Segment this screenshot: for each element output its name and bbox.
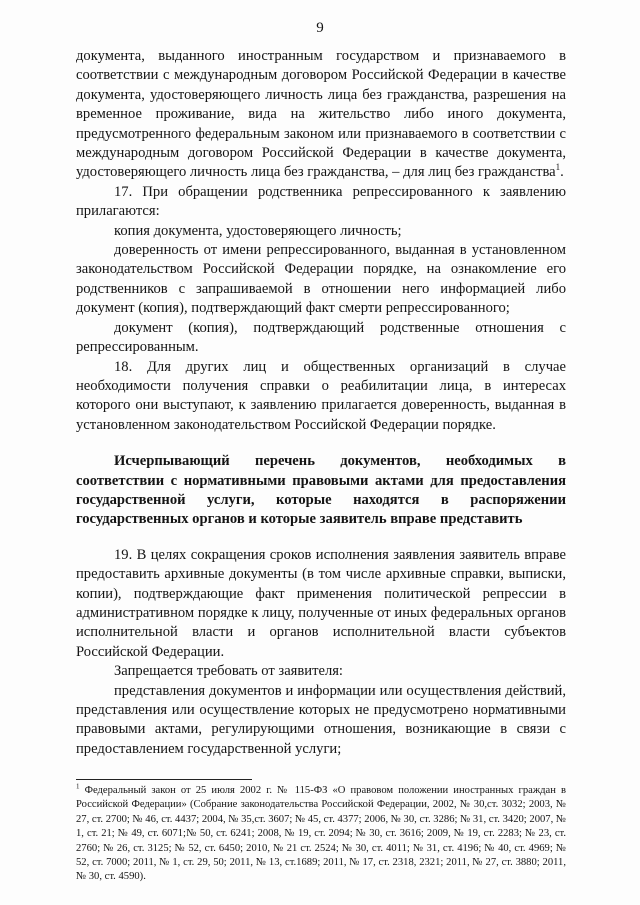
paragraph: представления документов и информации или осуществления действий, представления или осуществление которых не предусмотрено нормативными правовыми актами, регулирующими отношения, возникающие в связи с предоставлением государственной услуги;: [76, 682, 566, 757]
footnote-divider: [76, 779, 252, 780]
paragraph: документ (копия), подтверждающий родственные отношения с репрессированным.: [76, 319, 566, 356]
document-body: [76, 47, 566, 759]
footnote-marker: 1: [76, 782, 80, 791]
paragraph: доверенность от имени репрессированного, выданная в установленном законодательством Российской Федерации порядке, на ознакомление его родственников с запрашиваемой в отношении него информацией либо документ (копия), подтверждающий факт смерти репрессированного;: [76, 242, 566, 317]
paragraph: 18. Для других лиц и общественных организаций в случае необходимости получения справки о реабилитации лица, в интересах которого они выступают, к заявлению прилагается доверенность, выданная в установленном законодательством Российской Федерации порядке.: [76, 358, 566, 433]
footnote: [76, 784, 566, 885]
footnote-text: Федеральный закон от 25 июля 2002 г. № 115-ФЗ «О правовом положении иностранных граждан в Российской Федерации» (Собрание законодательства Российской Федерации, 2002, № 30,ст. 3032; 2003, № 27, ст. 2700; № 46, ст. 4437; 2004, № 35,ст. 3607; № 45, ст. 4377; 2006, № 30, ст. 3286; № 31, ст. 3420; 2007, № 1, ст. 21; № 49, ст. 6071;№ 50, ст. 6241; 2008, № 19, ст. 2094; № 30, ст. 3616; 2009, № 19, ст. 2283; № 23, ст. 2760; № 26, ст. 3125; № 52, ст. 6450; 2010, № 21 ст. 2524; № 30, ст. 4011; № 31, ст. 4196; № 40, ст. 4969; № 52, ст. 7000; 2011, № 1, ст. 29, 50; 2011, № 13, ст.1689; 2011, № 17, ст. 2318, 2321; 2011, № 27, ст. 3880; 2011, № 30, ст. 4590).: [76, 785, 566, 883]
paragraph: 17. При обращении родственника репрессированного к заявлению прилагаются:: [76, 183, 566, 220]
page-number: 9: [316, 20, 324, 36]
footnote-reference: 1: [555, 162, 561, 173]
paragraph: копия документа, удостоверяющего личность;: [114, 222, 402, 239]
paragraph: 19. В целях сокращения сроков исполнения заявления заявитель вправе предоставить архивные документы (в том числе архивные справки, выписки, копии), подтверждающие факт применения политической репрессии в административном порядке к лицу, полученные от иных федеральных органов исполнительной власти и органов исполнительной власти субъектов Российской Федерации.: [76, 546, 566, 660]
section-heading: Исчерпывающий перечень документов, необходимых в соответствии с нормативными правовыми актами для предоставления государственной услуги, которые находятся в распоряжении государственных органов и которые заявитель вправе представить: [76, 453, 566, 528]
paragraph: Запрещается требовать от заявителя:: [114, 663, 343, 680]
paragraph-text: документа, выданного иностранным государством и признаваемого в соответствии с международным договором Российской Федерации в качестве документа, удостоверяющего личность лица без гражданства, разрешения на временное проживание, вида на жительство либо иного документа, предусмотренного федеральным законом или признаваемого в соответствии с международным договором Российской Федерации в качестве документа, удостоверяющего личность лица без гражданства, – для лиц без гражданства: [76, 48, 566, 181]
paragraph: документа, выданного иностранным государством и признаваемого в соответствии с международным договором Российской Федерации в качестве документа, удостоверяющего личность лица без гражданства, разрешения на временное проживание, вида на жительство либо иного документа, предусмотренного федеральным законом или признаваемого в соответствии с международным договором Российской Федерации в качестве документа, удостоверяющего личность лица без гражданства, – для лиц без гражданства$^1$.: [76, 48, 566, 181]
